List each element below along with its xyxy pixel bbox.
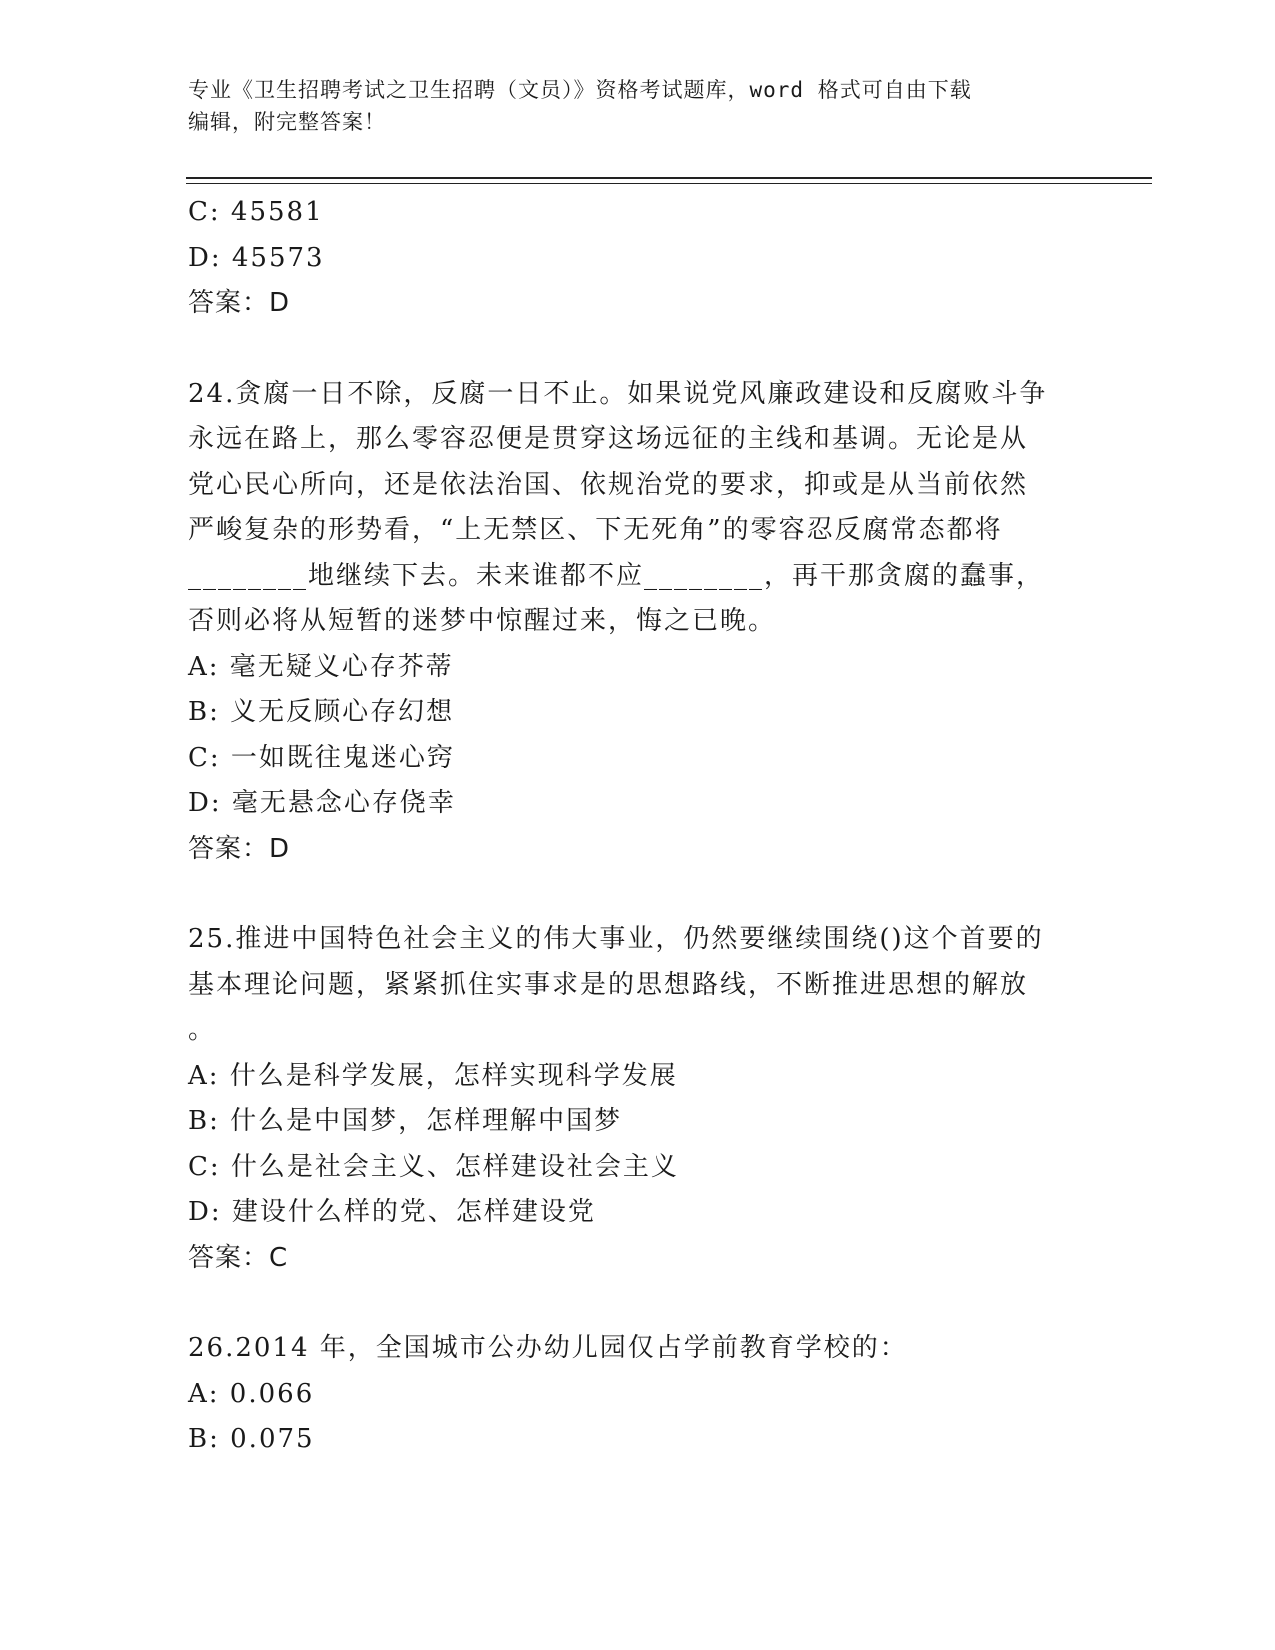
spacer bbox=[188, 1281, 1088, 1326]
q24-option-d: D: 毫无悬念心存侥幸 bbox=[188, 788, 456, 818]
spacer bbox=[188, 327, 1088, 372]
q24-answer: 答案：D bbox=[188, 833, 291, 864]
header-line-1: 专业《卫生招聘考试之卫生招聘（文员）》资格考试题库，word 格式可自由下载 bbox=[188, 78, 972, 102]
prev-answer: 答案：D bbox=[188, 288, 291, 318]
q26-text-line: 26.2014 年，全国城市公办幼儿园仅占学前教育学校的： bbox=[188, 1333, 908, 1363]
header-rule-thick bbox=[186, 177, 1152, 179]
q24-text-line: 24.贪腐一日不除，反腐一日不止。如果说党风廉政建设和反腐败斗争 bbox=[188, 378, 1048, 409]
q24-text-line: 党心民心所向，还是依法治国、依规治党的要求，抑或是从当前依然 bbox=[188, 469, 1029, 500]
header-rule-thin bbox=[186, 183, 1152, 184]
q25-text-line: 。 bbox=[188, 1015, 217, 1045]
prev-option-d: D: 45573 bbox=[188, 242, 325, 273]
question-24 bbox=[188, 372, 1088, 873]
q24-option-a: A: 毫无疑义心存芥蒂 bbox=[188, 651, 454, 682]
q24-text-line: ________地继续下去。未来谁都不应________，再干那贪腐的蠢事， bbox=[188, 560, 1045, 591]
q25-option-a: A: 什么是科学发展，怎样实现科学发展 bbox=[188, 1060, 678, 1091]
q25-text-line: 基本理论问题，紧紧抓住实事求是的思想路线，不断推进思想的解放 bbox=[188, 969, 1029, 1000]
q24-option-c: C: 一如既往鬼迷心窍 bbox=[188, 742, 455, 773]
q26-option-b: B: 0.075 bbox=[188, 1424, 315, 1454]
q25-answer: 答案：C bbox=[188, 1242, 289, 1273]
q25-text-line: 25.推进中国特色社会主义的伟大事业，仍然要继续围绕()这个首要的 bbox=[188, 924, 1044, 954]
q24-text-line: 严峻复杂的形势看，“上无禁区、下无死角”的零容忍反腐常态都将 bbox=[188, 515, 1003, 545]
q24-option-b: B: 义无反顾心存幻想 bbox=[188, 697, 455, 727]
header-line-2: 编辑，附完整答案！ bbox=[188, 110, 386, 134]
question-25 bbox=[188, 917, 1088, 1281]
q25-option-b: B: 什么是中国梦，怎样理解中国梦 bbox=[188, 1106, 623, 1136]
prev-option-c: C: 45581 bbox=[188, 197, 324, 227]
q24-text-line: 否则必将从短暂的迷梦中惊醒过来，悔之已晚。 bbox=[188, 606, 777, 636]
question-26 bbox=[188, 1326, 1088, 1463]
question-content bbox=[188, 190, 1088, 1463]
q24-text-line: 永远在路上，那么零容忍便是贯穿这场远征的主线和基调。无论是从 bbox=[188, 424, 1029, 454]
spacer bbox=[188, 872, 1088, 917]
q25-option-d: D: 建设什么样的党、怎样建设党 bbox=[188, 1197, 596, 1227]
q26-option-a: A: 0.066 bbox=[188, 1378, 315, 1409]
document-header bbox=[188, 74, 1068, 138]
q25-option-c: C: 什么是社会主义、怎样建设社会主义 bbox=[188, 1151, 679, 1182]
